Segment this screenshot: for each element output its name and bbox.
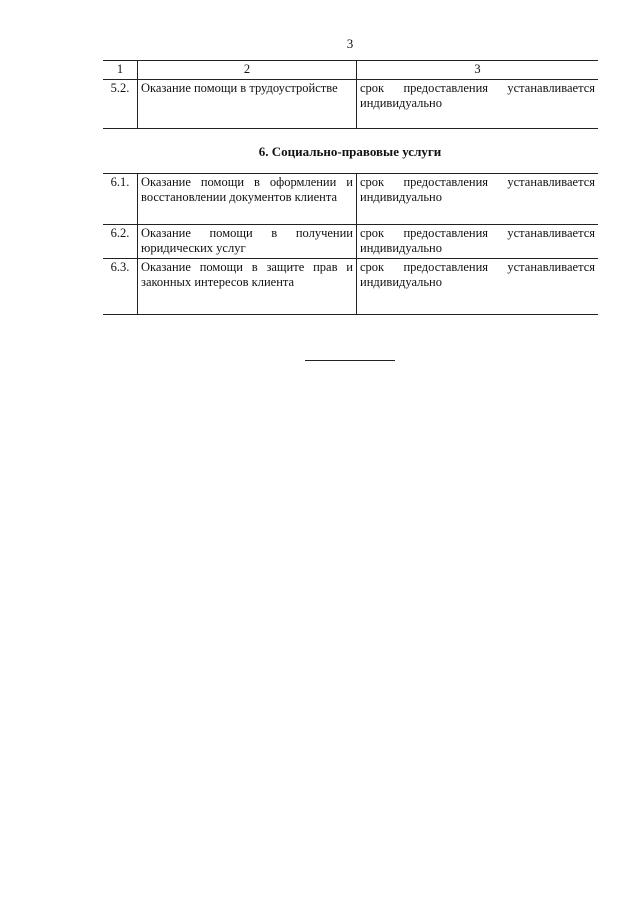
page-number: 3 xyxy=(346,36,354,51)
service-name: Оказание помощи в защите прав и законных интересов клиента xyxy=(138,259,357,315)
row-number: 6.3. xyxy=(103,259,138,315)
section-heading: 6. Социально-правовые услуги xyxy=(258,144,442,159)
services-table-continued xyxy=(103,60,598,129)
header-col-3: 3 xyxy=(357,61,599,80)
header-col-2: 2 xyxy=(138,61,357,80)
table-row xyxy=(103,80,598,129)
service-name: Оказание помощи в получении юридических услуг xyxy=(138,225,357,259)
service-term: срок предоставления устанавливается индивидуально xyxy=(357,259,599,315)
service-name: Оказание помощи в оформлении и восстановлении документов клиента xyxy=(138,174,357,225)
service-term: срок предоставления устанавливается индивидуально xyxy=(357,225,599,259)
row-number: 6.1. xyxy=(103,174,138,225)
table-row xyxy=(103,225,598,259)
table-header-row xyxy=(103,61,598,80)
table-row xyxy=(103,259,598,315)
closing-divider xyxy=(305,360,395,361)
service-term: срок предоставления устанавливается индивидуально xyxy=(357,174,599,225)
table-row xyxy=(103,174,598,225)
service-name: Оказание помощи в трудоустройстве xyxy=(138,80,357,129)
legal-services-table xyxy=(103,173,598,315)
service-term: срок предоставления устанавливается индивидуально xyxy=(357,80,599,129)
row-number: 6.2. xyxy=(103,225,138,259)
row-number: 5.2. xyxy=(103,80,138,129)
header-col-1: 1 xyxy=(103,61,138,80)
